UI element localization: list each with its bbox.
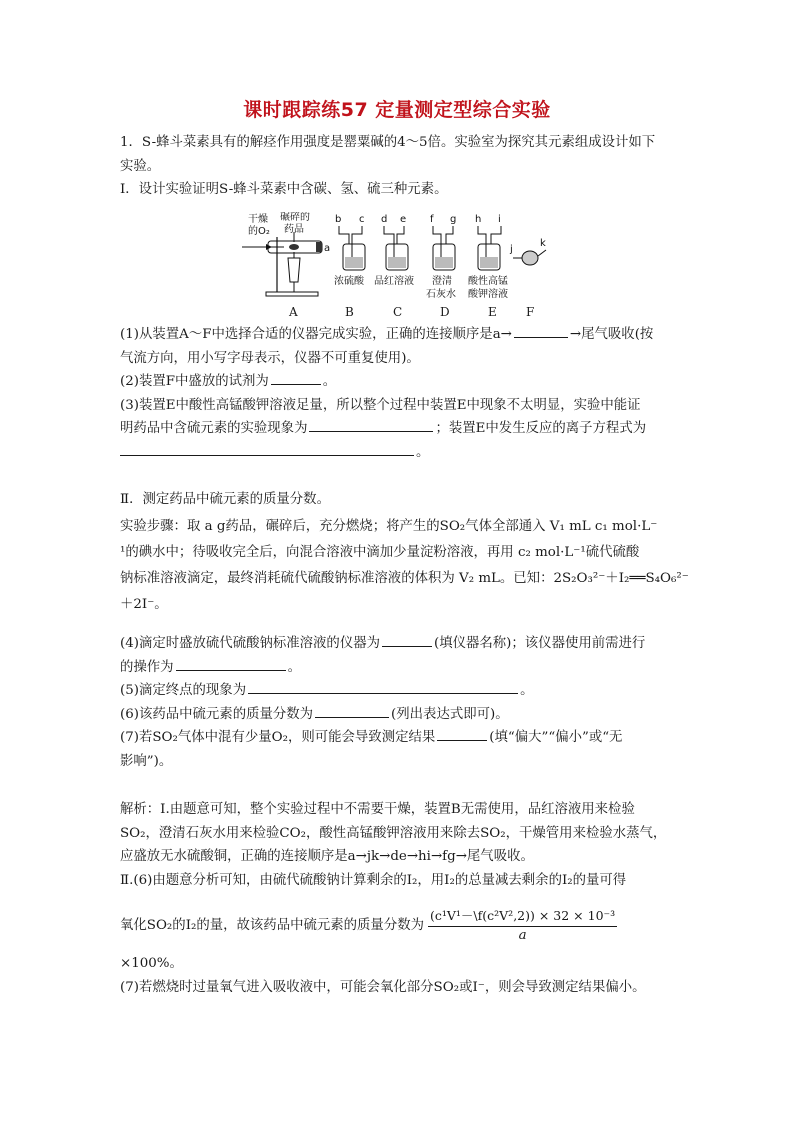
drying-tube-f (509, 238, 546, 265)
steps-line1: 实验步骤：取 a g药品，碾碎后，充分燃烧；将产生的SO₂气体全部通入 V₁ mL c₁ mol·L⁻ (120, 519, 658, 534)
q7-text-2: 影响”)。 (120, 753, 173, 769)
q3-text-3 (120, 441, 676, 465)
letter-f: F (526, 305, 535, 319)
q4-middle: (填仪器名称)；该仪器使用前需进行 (434, 636, 646, 651)
q2-suffix: 。 (322, 374, 337, 389)
analysis-line5 (120, 906, 676, 945)
port-h-label: h (475, 214, 482, 225)
analysis-line2: SO₂，澄清石灰水用来检验CO₂，酸性高锰酸钾溶液用来除去SO₂，干燥管用来检验水蒸气， (120, 825, 667, 841)
q1-line2: 实验。 (120, 158, 161, 174)
bottle-d (426, 214, 456, 300)
analysis-line7: (7)若燃烧时过量氧气进入吸收液中，可能会氧化部分SO₂或I⁻，则会导致测定结果偏小。 (120, 979, 646, 995)
port-e-label: e (400, 214, 407, 225)
analysis-block-2 (120, 952, 676, 999)
analysis-line4: Ⅱ.(6)由题意分析可知，由硫代硫酸钠计算剩余的I₂，用I₂的总量减去剩余的I₂的量可得 (120, 872, 627, 888)
question-intro (120, 131, 676, 202)
q4-answer-blank-2[interactable] (176, 656, 286, 671)
q2-answer-blank[interactable] (271, 370, 321, 385)
q5-suffix: 。 (520, 683, 534, 698)
q3-answer-blank-2[interactable] (120, 441, 414, 456)
part1-header: Ⅰ．设计实验证明S-蜂斗菜素中含碳、氢、硫三种元素。 (120, 182, 448, 197)
questions-block (120, 323, 676, 464)
port-d-label: d (381, 214, 388, 225)
page-title: 课时跟踪练57 定量测定型综合实验 (243, 99, 551, 121)
bottle-b-label: 浓硫酸 (334, 276, 364, 287)
q3-answer-blank-1[interactable] (309, 417, 433, 432)
steps-line3: 钠标准溶液滴定，最终消耗硫代硫酸钠标准溶液的体积为 V₂ mL。已知：2S₂O₃²⁻＋I₂══S₄O₆²⁻ (120, 571, 689, 586)
port-b-label: b (335, 214, 342, 225)
q4-text-2 (120, 656, 676, 680)
bottle-e-label-1: 酸性高锰 (468, 276, 508, 287)
q3-text-2 (120, 417, 676, 441)
q7-prefix: (7)若SO₂气体中混有少量O₂，则可能会导致测定结果 (120, 730, 436, 745)
port-f-label: f (430, 214, 434, 225)
q1-answer-blank[interactable] (514, 323, 568, 338)
q3-text-1: (3)装置E中酸性高锰酸钾溶液足量，所以整个过程中装置E中现象不太明显，实验中能证 (120, 397, 641, 413)
port-j-label: j (510, 244, 513, 255)
q2-text (120, 370, 676, 394)
steps-line2: ¹的碘水中；待吸收完全后，向混合溶液中滴加少量淀粉溶液，再用 c₂ mol·L⁻¹硫代硫酸 (120, 545, 640, 560)
bottle-c-label: 品红溶液 (374, 276, 414, 287)
apparatus-letters (0, 305, 794, 321)
q1-suffix: →尾气吸收(按 (569, 327, 654, 342)
mass-fraction-expression (428, 906, 617, 945)
q4-answer-blank-1[interactable] (382, 632, 432, 647)
q6-text (120, 703, 676, 727)
q5-answer-blank[interactable] (248, 679, 518, 694)
dry-o2-label-1: 干燥 (248, 214, 268, 225)
port-g-label: g (450, 214, 457, 225)
part2-block (120, 488, 676, 512)
q3-suffix: 。 (416, 444, 430, 460)
q1-text (120, 323, 676, 347)
steps-block (120, 514, 689, 618)
port-c-label: c (359, 214, 365, 225)
bottle-d-label-2: 石灰水 (426, 289, 456, 300)
part2-header: Ⅱ．测定药品中硫元素的质量分数。 (120, 492, 330, 507)
dry-o2-label-2: 的O₂ (248, 226, 270, 237)
analysis-line3: 应盛放无水硫酸铜，正确的连接顺序是a→jk→de→hi→fg→尾气吸收。 (120, 849, 534, 864)
q1-prefix: (1)从装置A～F中选择合适的仪器完成实验，正确的连接顺序是a→ (120, 327, 512, 342)
analysis-line6: ×100%。 (120, 956, 183, 971)
analysis-block (120, 798, 676, 892)
crushed-drug-label-1: 碾碎的 (280, 212, 310, 223)
analysis-line1: 解析：Ⅰ.由题意可知，整个实验过程中不需要干燥，装置B无需使用，品红溶液用来检验 (120, 802, 635, 817)
q6-suffix: (列出表达式即可)。 (391, 706, 509, 722)
apparatus-a (242, 212, 330, 296)
q7-suffix: (填“偏大”“偏小”或“无 (489, 730, 623, 745)
q4-prefix-2: 的操作为 (120, 659, 174, 675)
q4-prefix: (4)滴定时盛放硫代硫酸钠标准溶液的仪器为 (120, 636, 380, 651)
port-k-label: k (540, 238, 546, 249)
q6-prefix: (6)该药品中硫元素的质量分数为 (120, 706, 314, 722)
q5-text (120, 679, 676, 703)
crushed-drug-label-2: 药品 (284, 224, 304, 235)
q3-middle: ；装置E中发生反应的离子方程式为 (435, 421, 647, 436)
q7-text-1 (120, 726, 676, 750)
letter-c: C (393, 305, 403, 319)
q5-prefix: (5)滴定终点的现象为 (120, 683, 247, 698)
q2-prefix: (2)装置F中盛放的试剂为 (120, 374, 269, 389)
letter-d: D (440, 305, 450, 319)
q6-answer-blank[interactable] (315, 703, 389, 718)
fraction-numerator: (c¹V¹－\f(c²V²,2)) × 32 × 10⁻³ (428, 906, 617, 927)
steps-line4: ＋2I⁻。 (120, 597, 168, 612)
analysis-line5-text: 氧化SO₂的I₂的量，故该药品中硫元素的质量分数为 (120, 917, 424, 933)
bottle-e (468, 214, 508, 300)
q1-line1: 1．S-蜂斗菜素具有的解痉作用强度是罂粟碱的4～5倍。实验室为探究其元素组成设计如下 (120, 135, 656, 150)
q7-answer-blank[interactable] (437, 726, 487, 741)
bottle-b (334, 214, 365, 287)
port-i-label: i (498, 214, 501, 225)
bottle-c (374, 214, 414, 287)
q4-suffix: 。 (287, 659, 301, 675)
questions-block-2 (120, 632, 676, 773)
analysis-fraction-line (120, 906, 676, 948)
q3-prefix: 明药品中含硫元素的实验现象为 (120, 421, 308, 436)
q4-text-1 (120, 632, 676, 656)
bottle-e-label-2: 酸钾溶液 (468, 289, 508, 300)
letter-a: A (289, 305, 298, 319)
q1-text-2: 气流方向，用小写字母表示，仪器不可重复使用)。 (120, 350, 420, 366)
port-a-label: a (324, 243, 331, 254)
bottle-d-label-1: 澄清 (432, 276, 452, 287)
fraction-denominator: a (518, 928, 527, 943)
letter-b: B (345, 305, 354, 319)
apparatus-diagram (242, 212, 562, 317)
letter-e: E (488, 305, 497, 319)
